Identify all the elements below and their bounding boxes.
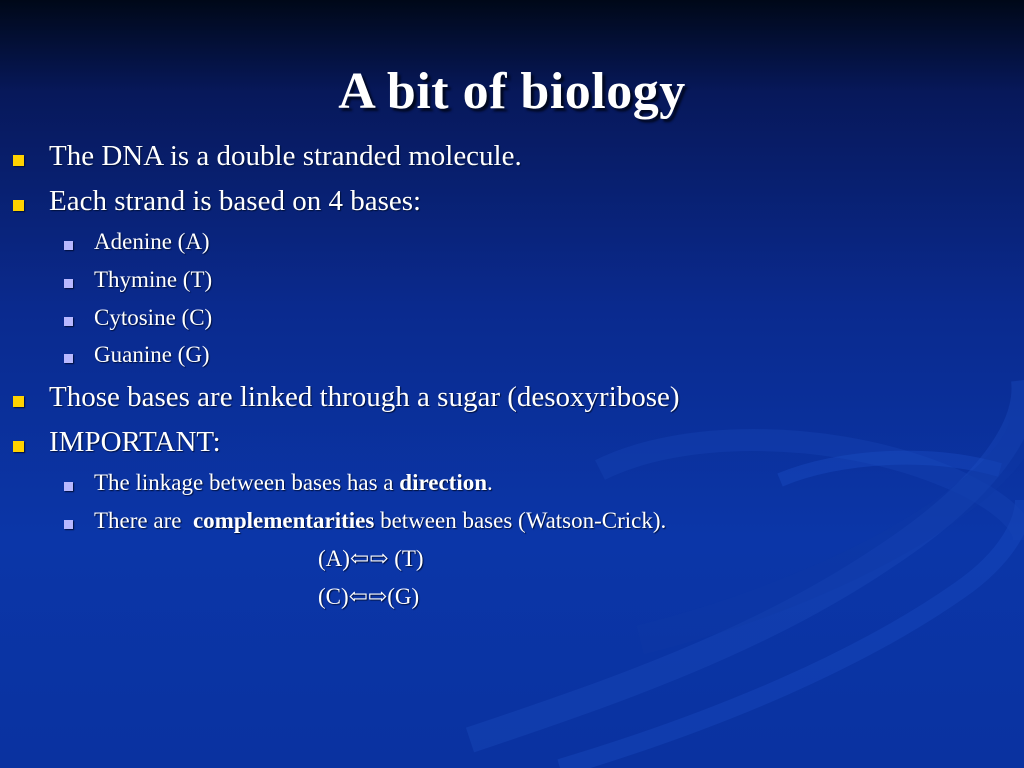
bullet-level-1 [13, 155, 24, 166]
sub-bullet-text-prefix: There are [94, 508, 193, 533]
sub-bullet-text-prefix: The linkage between bases has a [94, 470, 400, 495]
sub-bullet-text: Adenine (A) [94, 229, 210, 254]
sub-bullet-text: Guanine (G) [94, 342, 210, 367]
sub-bullet-text-suffix: . [487, 470, 493, 495]
bullet-text: Those bases are linked through a sugar (desoxyribose) [49, 381, 680, 413]
bullet-text: Each strand is based on 4 bases: [49, 185, 422, 217]
pairing-a-t: (A)⇦⇨ (T) [318, 546, 424, 571]
sub-bullet-text-suffix: between bases (Watson-Crick). [374, 508, 667, 533]
bullet-level-2 [64, 482, 73, 491]
bullet-level-2 [64, 241, 73, 250]
bullet-level-2 [64, 520, 73, 529]
bullet-text: IMPORTANT: [49, 426, 221, 458]
emphasis-complementarities: complementarities [192, 508, 375, 533]
bullet-level-1 [13, 396, 24, 407]
sub-bullet-text [94, 470, 493, 496]
sub-bullet-text [94, 508, 666, 534]
slide-title: A bit of biology [338, 63, 686, 120]
bullet-level-2 [64, 279, 73, 288]
bullet-level-1 [13, 200, 24, 211]
bullet-level-1 [13, 441, 24, 452]
emphasis-direction: direction [399, 470, 488, 495]
bullet-level-2 [64, 354, 73, 363]
sub-bullet-text: Thymine (T) [94, 267, 213, 292]
pairing-c-g: (C)⇦⇨(G) [318, 584, 420, 609]
bullet-text: The DNA is a double stranded molecule. [49, 140, 522, 172]
bullet-level-2 [64, 317, 73, 326]
sub-bullet-text: Cytosine (C) [94, 305, 213, 330]
